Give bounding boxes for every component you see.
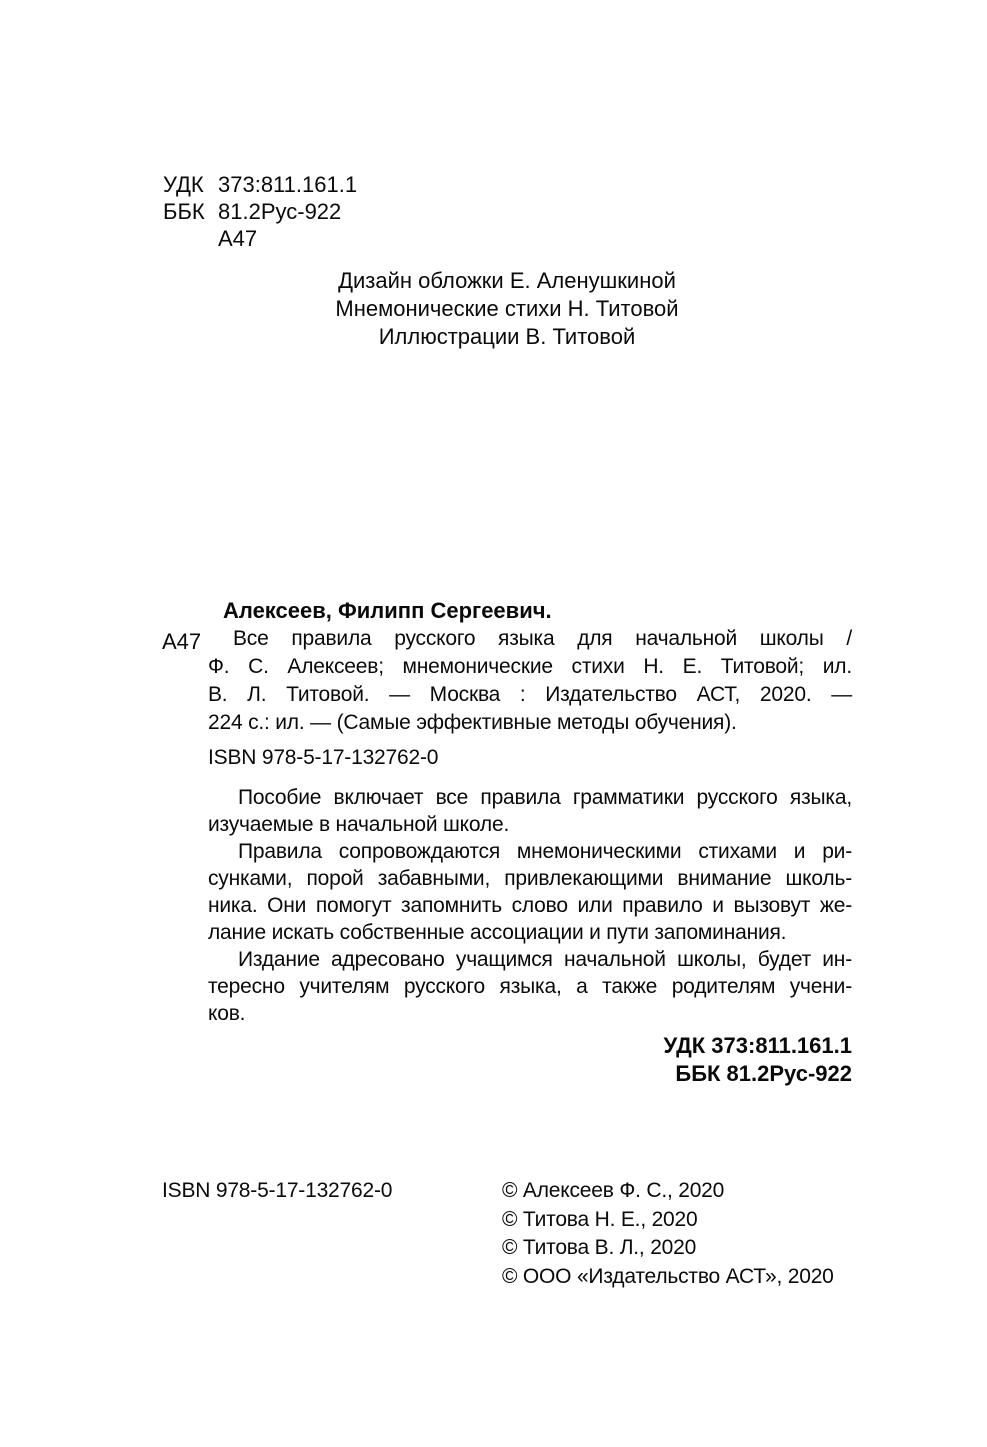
annotation-line: тересно учителям русского языка, а также родителям учени- xyxy=(208,975,852,998)
annotation-line: сунками, порой забавными, привлекающими внимание школь- xyxy=(208,867,852,890)
author-heading: Алексеев, Филипп Сергеевич. xyxy=(223,598,552,623)
catalog-card xyxy=(162,597,852,772)
classification-codes-bold xyxy=(162,1032,852,1088)
copyright-line: © Титова Н. Е., 2020 xyxy=(502,1207,698,1231)
credits-block xyxy=(162,267,852,351)
annotation-line: Правила сопровождаются мнемоническими стихами и ри- xyxy=(238,840,852,863)
credit-line: Иллюстрации В. Титовой xyxy=(378,324,636,349)
annotation-line: Пособие включает все правила грамматики русского языка, xyxy=(238,786,852,809)
description-line: Все правила русского языка для начальной школы / xyxy=(233,627,852,650)
annotation-line: лание искать собственные ассоциации и пути запоминания. xyxy=(208,921,787,944)
copyright-line: © Титова В. Л., 2020 xyxy=(502,1236,697,1259)
annotation-paragraph-3 xyxy=(208,946,852,1027)
author-code-spacer xyxy=(163,225,218,252)
footer-isbn: ISBN 978-5-17-132762-0 xyxy=(162,1179,393,1202)
annotation-line: ника. Они помогут запомнить слово или правило и вызовут же- xyxy=(208,894,852,917)
udk-value: 373:811.161.1 xyxy=(218,172,358,197)
catalog-isbn: ISBN 978-5-17-132762-0 xyxy=(208,746,439,769)
annotation-line: Издание адресовано учащимся начальной школы, будет ин- xyxy=(238,948,852,971)
author-code: А47 xyxy=(218,226,258,251)
udk-label: УДК xyxy=(163,172,204,197)
copyright-line: © Алексеев Ф. С., 2020 xyxy=(502,1179,725,1202)
annotation-line: изучаемые в начальной школе. xyxy=(208,813,510,836)
catalog-description xyxy=(208,625,852,737)
margin-author-code: А47 xyxy=(162,629,202,654)
annotation-block xyxy=(162,784,852,1027)
top-classification-codes xyxy=(163,171,357,252)
bbk-value: 81.2Рус-922 xyxy=(218,199,342,224)
credit-line: Мнемонические стихи Н. Титовой xyxy=(335,296,679,321)
annotation-line: ков. xyxy=(208,1002,246,1025)
copyright-line: © ООО «Издательство АСТ», 2020 xyxy=(502,1264,834,1288)
footer-block xyxy=(162,1177,852,1307)
annotation-paragraph-1 xyxy=(208,784,852,838)
credit-line: Дизайн обложки Е. Аленушкиной xyxy=(338,268,676,293)
bbk-bold: ББК 81.2Рус-922 xyxy=(675,1061,852,1086)
description-line: В. Л. Титовой. — Москва : Издательство АСТ, 2020. — xyxy=(208,683,852,706)
copyright-list xyxy=(502,1177,834,1291)
annotation-paragraph-2 xyxy=(208,838,852,946)
description-line: Ф. С. Алексеев; мнемонические стихи Н. Е. Титовой; ил. xyxy=(208,655,852,678)
description-line: 224 с.: ил. — (Самые эффективные методы обучения). xyxy=(208,711,737,734)
udk-bold: УДК 373:811.161.1 xyxy=(663,1033,852,1058)
bbk-label: ББК xyxy=(163,199,205,224)
